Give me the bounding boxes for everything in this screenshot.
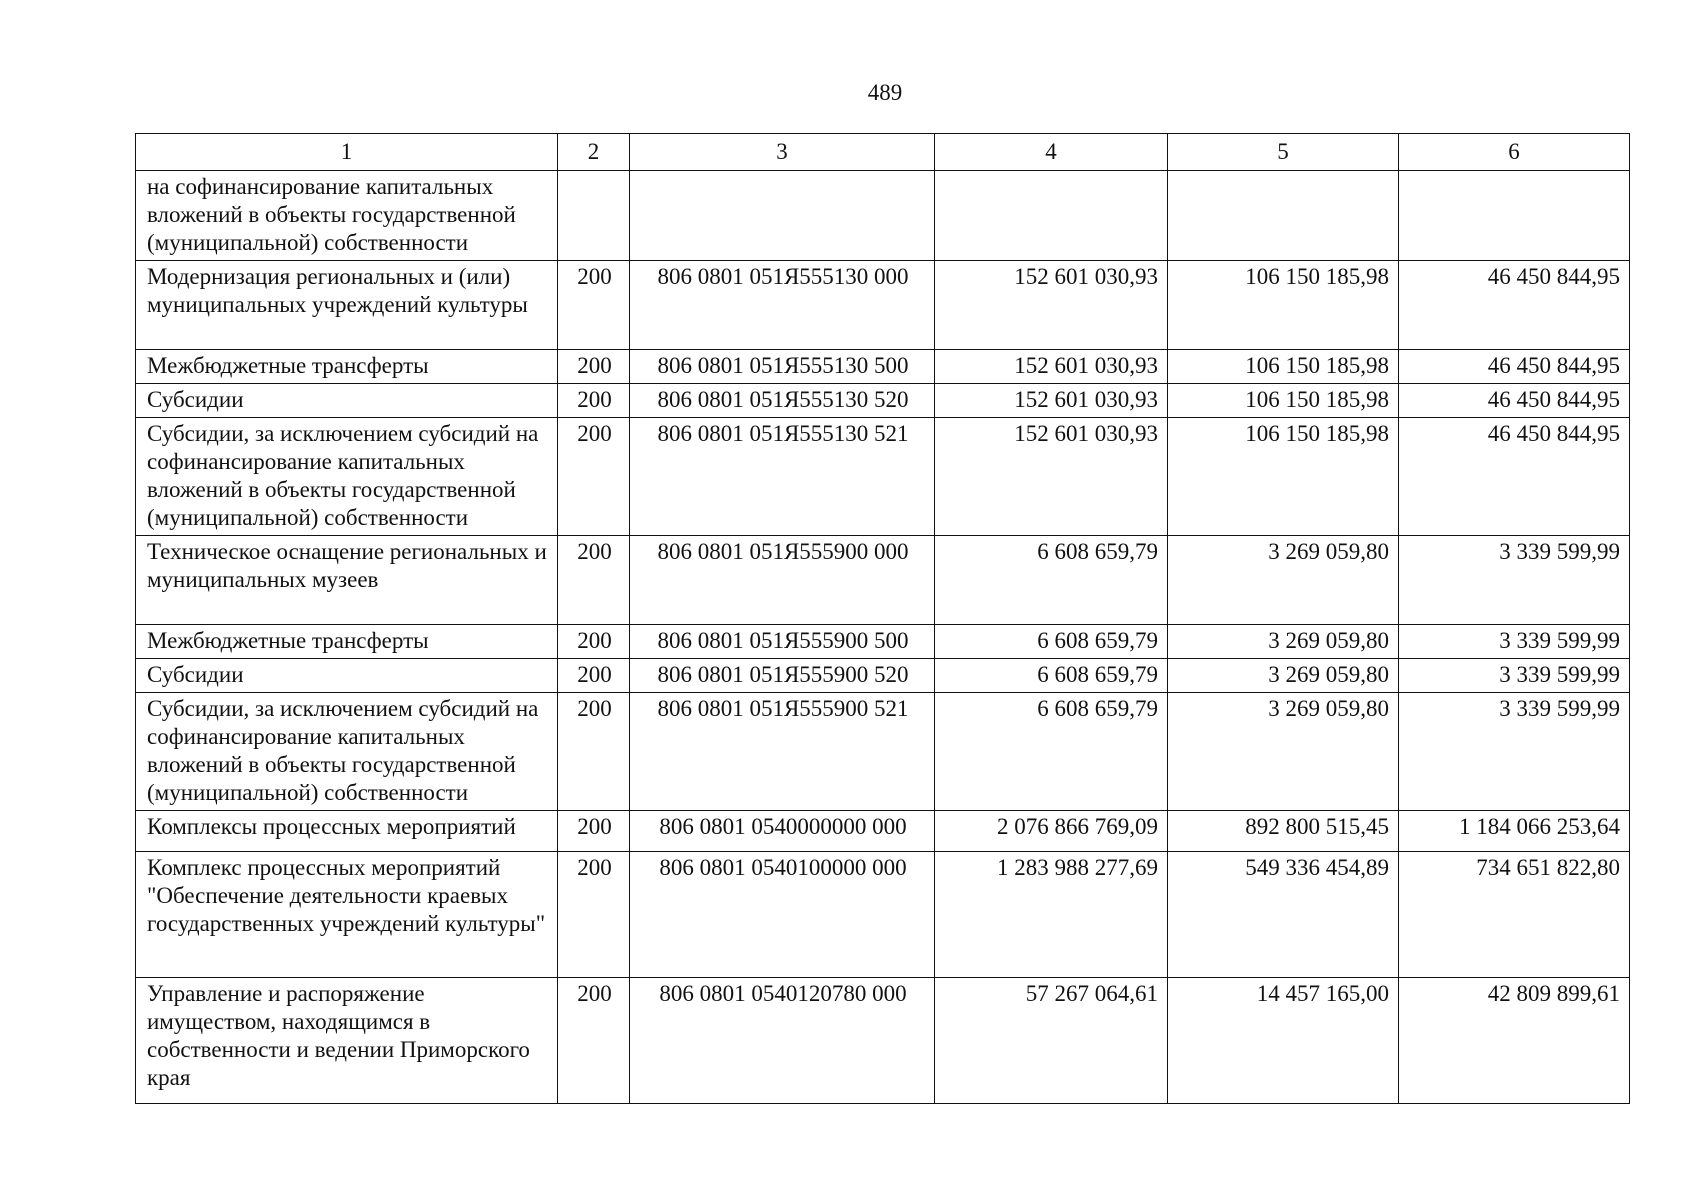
table-row bbox=[136, 384, 1630, 418]
row-value-6: 734 651 822,80 bbox=[1399, 852, 1630, 978]
row-name: Субсидии bbox=[136, 659, 558, 693]
row-value-4: 6 608 659,79 bbox=[935, 659, 1168, 693]
page-number: 489 bbox=[867, 80, 903, 105]
table-row bbox=[136, 659, 1630, 693]
row-name: Субсидии bbox=[136, 384, 558, 418]
row-value-4: 152 601 030,93 bbox=[935, 384, 1168, 418]
column-header-6: 6 bbox=[1399, 134, 1630, 171]
row-code bbox=[630, 171, 935, 261]
row-code: 806 0801 0540000000 000 bbox=[630, 811, 935, 852]
row-value-5: 3 269 059,80 bbox=[1168, 659, 1399, 693]
row-name: Межбюджетные трансферты bbox=[136, 625, 558, 659]
table-row bbox=[136, 693, 1630, 811]
row-kind bbox=[558, 171, 630, 261]
row-value-5: 3 269 059,80 bbox=[1168, 625, 1399, 659]
row-code: 806 0801 051Я555130 000 bbox=[630, 261, 935, 350]
column-header-1: 1 bbox=[136, 134, 558, 171]
row-name: Комплекс процессных мероприятий "Обеспечение деятельности краевых государственных учреждений культуры" bbox=[136, 852, 558, 978]
column-header-4: 4 bbox=[935, 134, 1168, 171]
row-value-5: 106 150 185,98 bbox=[1168, 261, 1399, 350]
row-value-5: 106 150 185,98 bbox=[1168, 384, 1399, 418]
row-value-6: 46 450 844,95 bbox=[1399, 384, 1630, 418]
row-value-6: 46 450 844,95 bbox=[1399, 261, 1630, 350]
row-kind: 200 bbox=[558, 261, 630, 350]
budget-table bbox=[135, 133, 1630, 1104]
row-value-5 bbox=[1168, 171, 1399, 261]
row-kind: 200 bbox=[558, 384, 630, 418]
row-kind: 200 bbox=[558, 852, 630, 978]
column-header-5: 5 bbox=[1168, 134, 1399, 171]
row-value-4: 6 608 659,79 bbox=[935, 625, 1168, 659]
row-kind: 200 bbox=[558, 693, 630, 811]
row-value-6: 3 339 599,99 bbox=[1399, 625, 1630, 659]
table-row bbox=[136, 625, 1630, 659]
row-code: 806 0801 051Я555900 500 bbox=[630, 625, 935, 659]
row-name: на софинансирование капитальных вложений в объекты государственной (муниципальной) собственности bbox=[136, 171, 558, 261]
row-value-4 bbox=[935, 171, 1168, 261]
row-code: 806 0801 051Я555130 521 bbox=[630, 418, 935, 536]
row-code: 806 0801 0540100000 000 bbox=[630, 852, 935, 978]
row-value-4: 152 601 030,93 bbox=[935, 418, 1168, 536]
row-value-4: 1 283 988 277,69 bbox=[935, 852, 1168, 978]
row-value-4: 152 601 030,93 bbox=[935, 350, 1168, 384]
row-value-6: 3 339 599,99 bbox=[1399, 693, 1630, 811]
column-header-2: 2 bbox=[558, 134, 630, 171]
row-kind: 200 bbox=[558, 659, 630, 693]
row-value-5: 549 336 454,89 bbox=[1168, 852, 1399, 978]
table-row bbox=[136, 852, 1630, 978]
row-name: Комплексы процессных мероприятий bbox=[136, 811, 558, 852]
table-row bbox=[136, 978, 1630, 1104]
table-row bbox=[136, 811, 1630, 852]
row-code: 806 0801 051Я555900 521 bbox=[630, 693, 935, 811]
row-value-4: 57 267 064,61 bbox=[935, 978, 1168, 1104]
row-name: Техническое оснащение региональных и муниципальных музеев bbox=[136, 536, 558, 625]
header-row bbox=[136, 134, 1630, 171]
row-value-6: 46 450 844,95 bbox=[1399, 350, 1630, 384]
row-value-5: 14 457 165,00 bbox=[1168, 978, 1399, 1104]
table-row bbox=[136, 171, 1630, 261]
row-value-4: 6 608 659,79 bbox=[935, 536, 1168, 625]
row-value-4: 6 608 659,79 bbox=[935, 693, 1168, 811]
row-value-4: 152 601 030,93 bbox=[935, 261, 1168, 350]
row-value-6: 1 184 066 253,64 bbox=[1399, 811, 1630, 852]
row-name: Субсидии, за исключением субсидий на софинансирование капитальных вложений в объекты государственной (муниципальной) собственности bbox=[136, 693, 558, 811]
table-row bbox=[136, 350, 1630, 384]
table-row bbox=[136, 418, 1630, 536]
row-kind: 200 bbox=[558, 625, 630, 659]
row-kind: 200 bbox=[558, 536, 630, 625]
row-value-4: 2 076 866 769,09 bbox=[935, 811, 1168, 852]
table-row bbox=[136, 536, 1630, 625]
row-code: 806 0801 051Я555900 520 bbox=[630, 659, 935, 693]
row-kind: 200 bbox=[558, 418, 630, 536]
row-code: 806 0801 0540120780 000 bbox=[630, 978, 935, 1104]
row-name: Межбюджетные трансферты bbox=[136, 350, 558, 384]
row-value-6: 3 339 599,99 bbox=[1399, 536, 1630, 625]
row-name: Субсидии, за исключением субсидий на софинансирование капитальных вложений в объекты государственной (муниципальной) собственности bbox=[136, 418, 558, 536]
table-row bbox=[136, 261, 1630, 350]
row-code: 806 0801 051Я555900 000 bbox=[630, 536, 935, 625]
row-kind: 200 bbox=[558, 978, 630, 1104]
row-code: 806 0801 051Я555130 500 bbox=[630, 350, 935, 384]
column-header-3: 3 bbox=[630, 134, 935, 171]
row-name: Модернизация региональных и (или) муниципальных учреждений культуры bbox=[136, 261, 558, 350]
row-value-5: 892 800 515,45 bbox=[1168, 811, 1399, 852]
row-kind: 200 bbox=[558, 811, 630, 852]
row-value-6: 3 339 599,99 bbox=[1399, 659, 1630, 693]
row-code: 806 0801 051Я555130 520 bbox=[630, 384, 935, 418]
row-kind: 200 bbox=[558, 350, 630, 384]
row-value-5: 106 150 185,98 bbox=[1168, 418, 1399, 536]
row-value-6 bbox=[1399, 171, 1630, 261]
row-name: Управление и распоряжение имуществом, находящимся в собственности и ведении Приморского края bbox=[136, 978, 558, 1104]
row-value-6: 46 450 844,95 bbox=[1399, 418, 1630, 536]
row-value-5: 3 269 059,80 bbox=[1168, 693, 1399, 811]
row-value-5: 3 269 059,80 bbox=[1168, 536, 1399, 625]
row-value-6: 42 809 899,61 bbox=[1399, 978, 1630, 1104]
row-value-5: 106 150 185,98 bbox=[1168, 350, 1399, 384]
